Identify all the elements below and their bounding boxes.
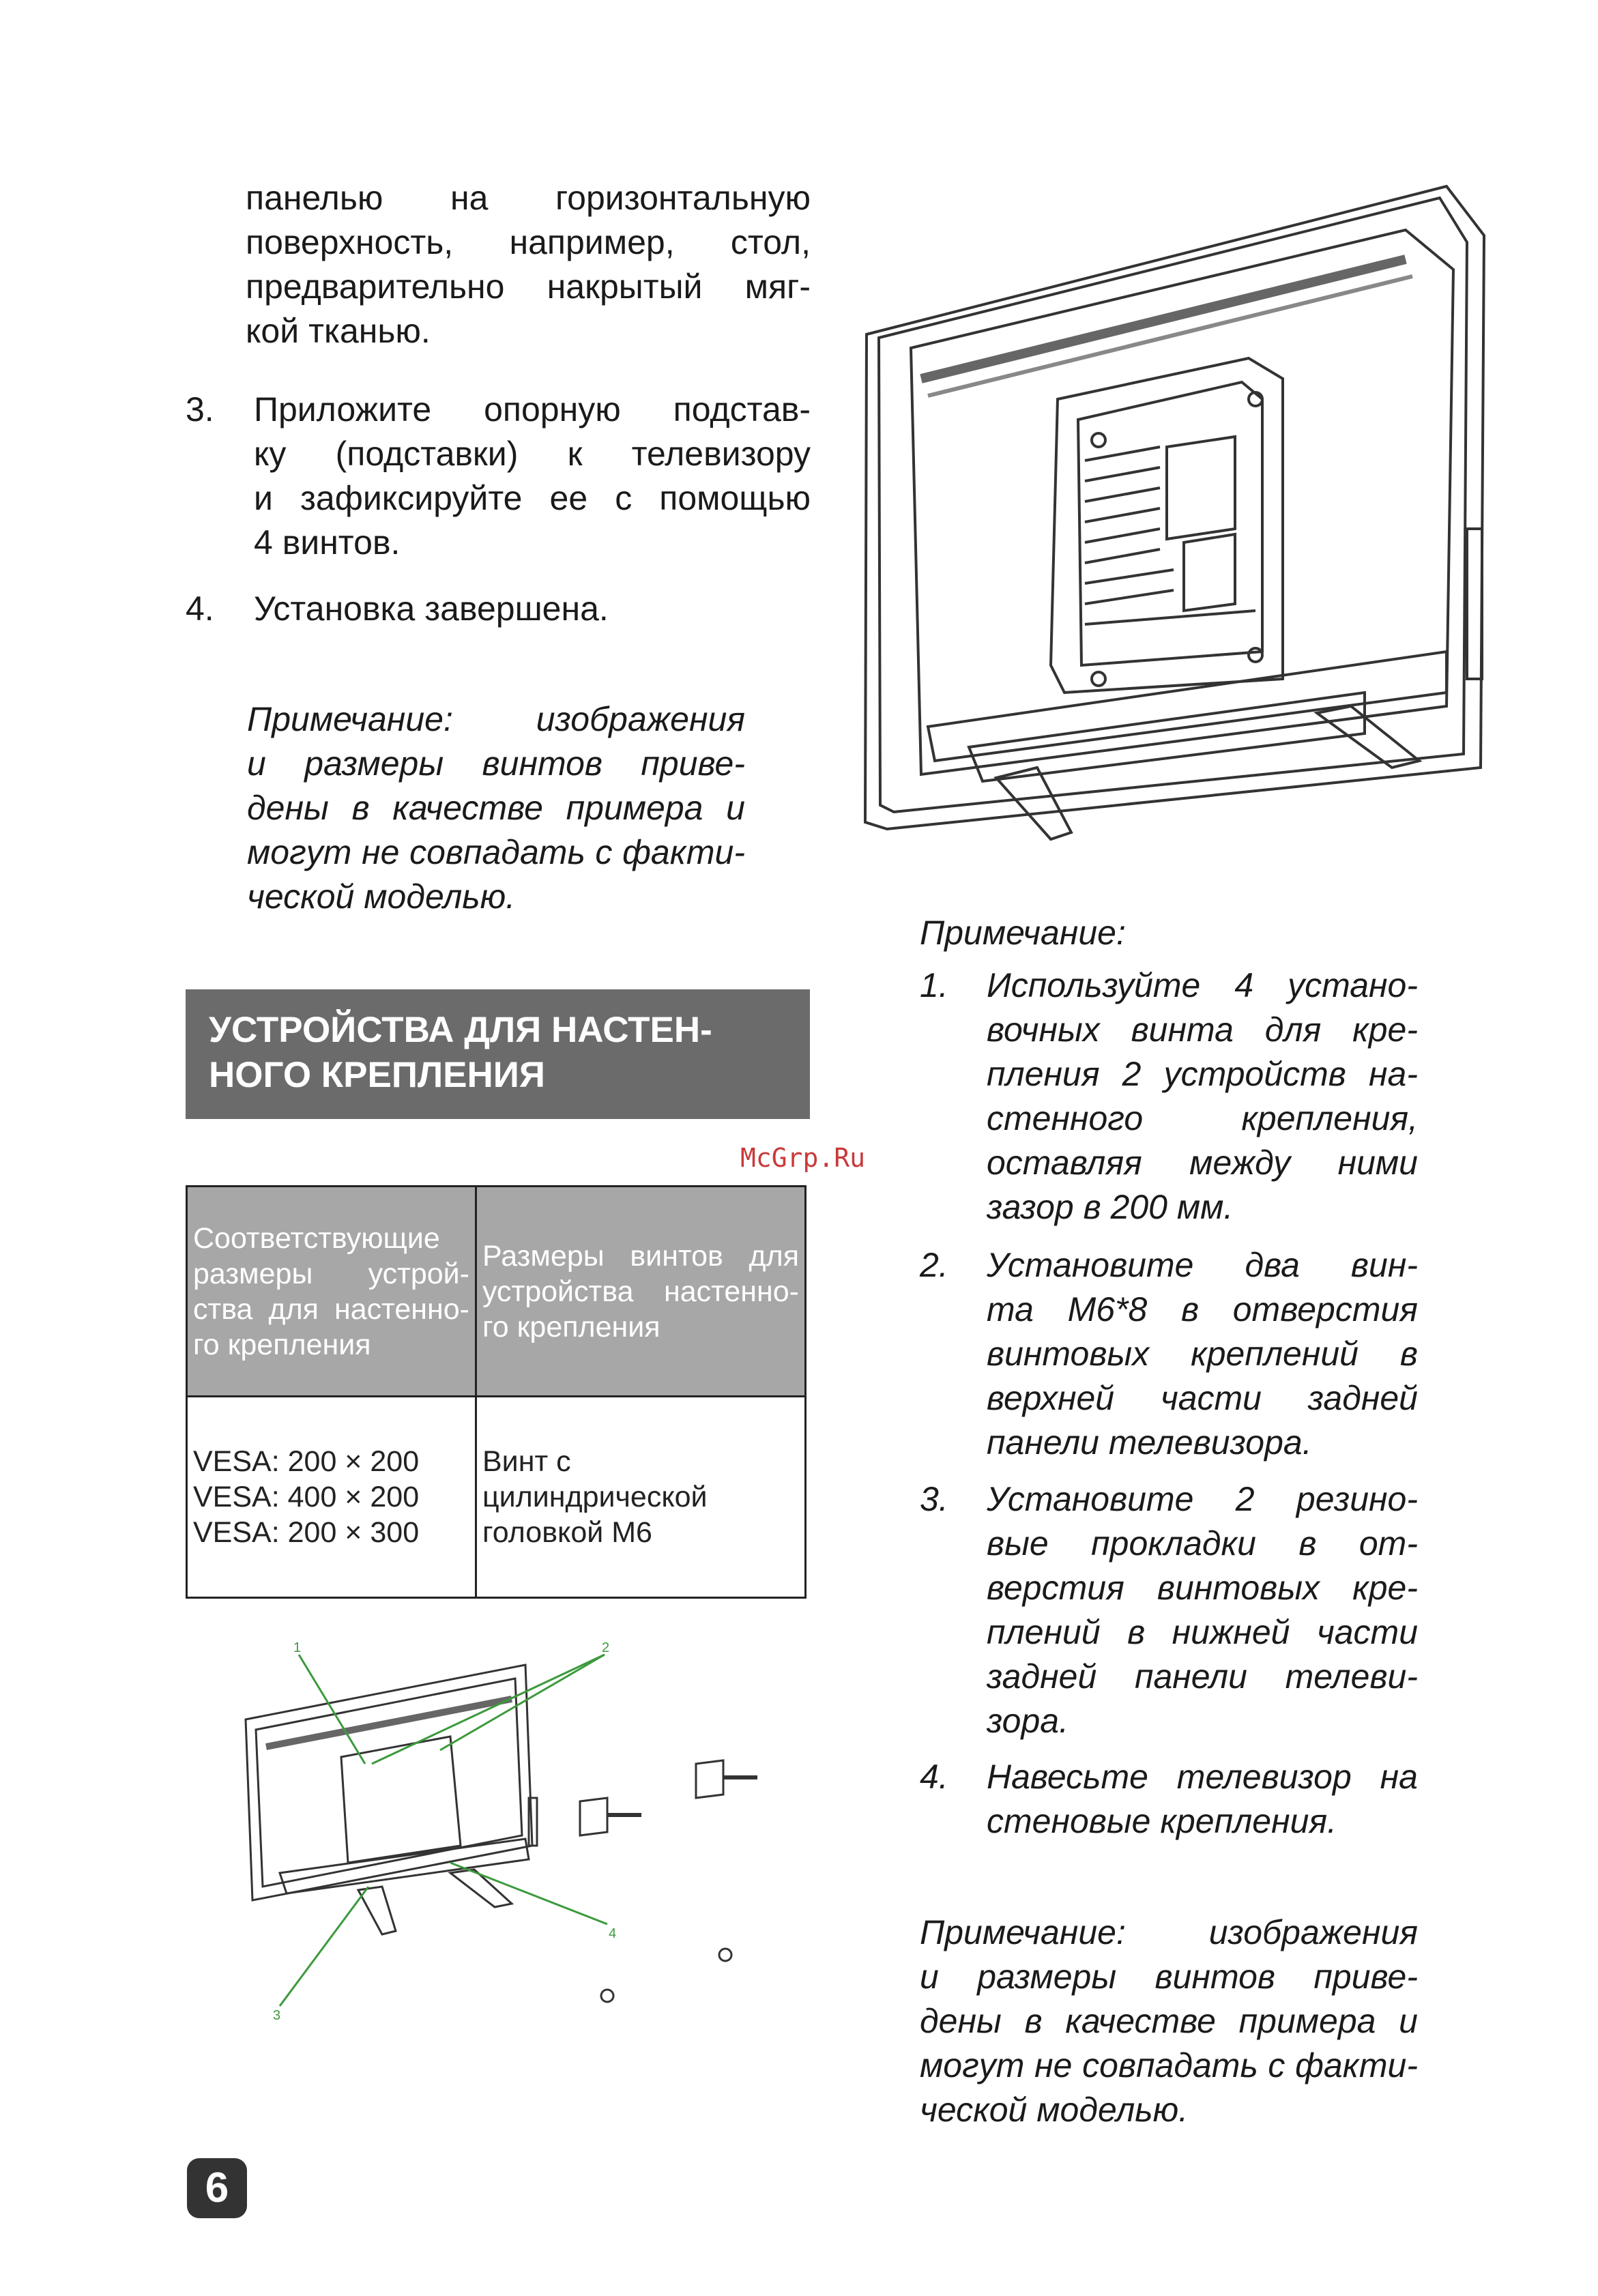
text-line: верстия винтовых кре-: [987, 1569, 1418, 1607]
text-line: дены в качестве примера и: [920, 2002, 1418, 2040]
cell-line: го крепления: [193, 1328, 371, 1361]
step-3-text: [254, 388, 811, 565]
item-1-number: 1.: [920, 966, 948, 1004]
diagram-label-4: 4: [609, 1926, 617, 1941]
intro-paragraph: [246, 176, 811, 353]
text-line: вые прокладки в от-: [987, 1524, 1418, 1563]
text-line: зазор в 200 мм.: [987, 1188, 1234, 1226]
item-3-number: 3.: [920, 1480, 948, 1518]
text-line: Примечание: изображения: [920, 1913, 1418, 1951]
text-line: могут не совпадать с факти-: [247, 833, 745, 871]
section-heading: [186, 989, 810, 1119]
text-line: верхней части задней: [987, 1379, 1418, 1417]
cell-line: Соответствующие: [193, 1221, 440, 1255]
watermark: McGrp.Ru: [740, 1143, 866, 1173]
step-4-number: 4.: [186, 590, 214, 628]
page-number: 6: [187, 2158, 247, 2218]
note-left: [247, 697, 745, 919]
step-3-number: 3.: [186, 390, 214, 428]
cell-line: Винт с цилиндрической: [482, 1445, 708, 1513]
heading-line: УСТРОЙСТВА ДЛЯ НАСТЕН-: [209, 1010, 712, 1050]
note-title: Примечание:: [920, 914, 1126, 952]
diagram-label-3: 3: [273, 2008, 281, 2023]
text-line: зора.: [987, 1702, 1069, 1740]
text-line: задней панели телеви-: [987, 1657, 1418, 1696]
table-header-cell: [187, 1187, 476, 1397]
text-line: плений в нижней части: [987, 1613, 1418, 1651]
cell-line: устройства настенно-: [482, 1275, 799, 1308]
text-line: и зафиксируйте ее с помощью: [254, 479, 811, 517]
note-right: [920, 1910, 1418, 2132]
text-line: панели телевизора.: [987, 1423, 1312, 1462]
text-line: стенного крепления,: [987, 1099, 1418, 1137]
item-3-text: [987, 1477, 1418, 1743]
wall-mount-diagram: [225, 1627, 798, 2037]
text-line: пления 2 устройств на-: [987, 1055, 1418, 1093]
text-line: Используйте 4 устано-: [987, 966, 1418, 1004]
cell-line: VESA: 400 × 200: [193, 1481, 420, 1513]
tv-back-stand-illustration: [846, 174, 1487, 849]
table-header-cell: [476, 1187, 806, 1397]
text-line: оставляя между ними: [987, 1144, 1418, 1182]
text-line: Приложите опорную подстав-: [254, 390, 811, 428]
cell-line: Размеры винтов для: [482, 1239, 799, 1273]
text-line: ческой моделью.: [920, 2091, 1189, 2129]
cell-line: ства для настенно-: [193, 1292, 469, 1326]
cell-line: головкой М6: [482, 1516, 652, 1549]
text-line: стеновые крепления.: [987, 1802, 1337, 1840]
cell-line: го крепления: [482, 1310, 660, 1343]
text-line: Установите 2 резино-: [987, 1480, 1418, 1518]
heading-line: НОГО КРЕПЛЕНИЯ: [209, 1055, 545, 1095]
text-line: и размеры винтов приве-: [920, 1958, 1418, 1996]
text-line: ку (подставки) к телевизору: [254, 435, 811, 473]
table-cell: [187, 1397, 476, 1598]
text-line: и размеры винтов приве-: [247, 744, 745, 783]
cell-line: VESA: 200 × 300: [193, 1516, 420, 1549]
table-header-row: [187, 1187, 806, 1397]
cell-line: размеры устрой-: [193, 1257, 469, 1290]
text-line: кой тканью.: [246, 312, 431, 350]
item-4-number: 4.: [920, 1758, 948, 1796]
text-line: винтовых креплений в: [987, 1335, 1418, 1373]
text-line: ческой моделью.: [247, 877, 516, 916]
diagram-label-1: 1: [293, 1640, 302, 1655]
text-line: поверхность, например, стол,: [246, 223, 811, 261]
text-line: дены в качестве примера и: [247, 789, 745, 827]
item-4-text: [987, 1755, 1418, 1844]
diagram-label-2: 2: [602, 1640, 610, 1655]
cell-line: VESA: 200 × 200: [193, 1445, 420, 1478]
text-line: 4 винтов.: [254, 523, 401, 562]
text-line: Установите два вин-: [987, 1246, 1418, 1284]
item-2-number: 2.: [920, 1246, 948, 1284]
text-line: вочных винта для кре-: [987, 1011, 1418, 1049]
text-line: могут не совпадать с факти-: [920, 2046, 1418, 2084]
text-line: предварительно накрытый мяг-: [246, 267, 811, 306]
text-line: Примечание: изображения: [247, 700, 745, 738]
vesa-table: [186, 1185, 807, 1599]
text-line: Навесьте телевизор на: [987, 1758, 1418, 1796]
text-line: та М6*8 в отверстия: [987, 1290, 1418, 1328]
table-row: [187, 1397, 806, 1598]
step-4-text: Установка завершена.: [254, 590, 609, 628]
item-2-text: [987, 1243, 1418, 1465]
text-line: панелью на горизонтальную: [246, 179, 811, 217]
table-cell: [476, 1397, 806, 1598]
item-1-text: [987, 963, 1418, 1230]
